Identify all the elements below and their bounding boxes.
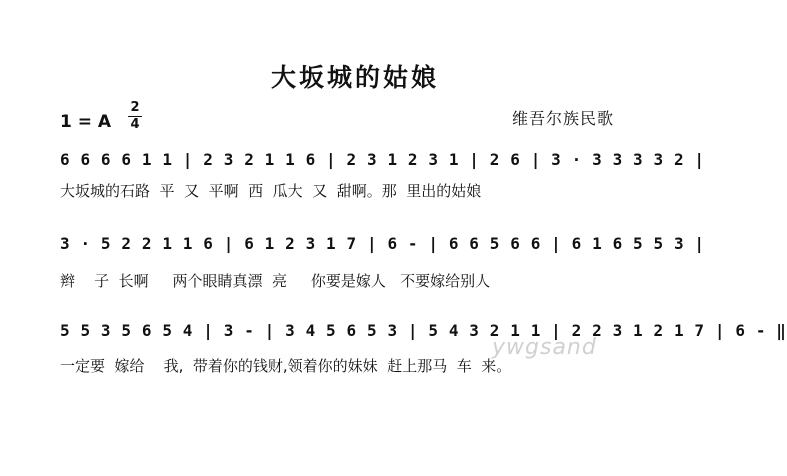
notation-line-3: 5 5 3 5 6 5 4 | 3 - | 3 4 5 6 5 3 | 5 4 3 2 1 1 | 2 2 3 1 2 1 7 | 6 - ‖ [60,321,787,340]
lyrics-line-2: 辫 子 长啊 两个眼睛真漂 亮 你要是嫁人 不要嫁给别人 [60,272,491,290]
lyrics-line-1: 大坂城的石路 平 又 平啊 西 瓜大 又 甜啊。那 里出的姑娘 [60,182,482,200]
time-signature-top: 2 [130,100,140,115]
key-signature: 1 = A [60,112,112,132]
lyrics-line-3: 一定要 嫁给 我, 带着你的钱财,领着你的妹妹 赶上那马 车 来。 [60,357,512,375]
song-attribution: 维吾尔族民歌 [511,109,614,128]
time-signature [128,101,142,132]
song-title: 大坂城的姑娘 [270,63,439,92]
notation-line-1: 6 6 6 6 1 1 | 2 3 2 1 1 6 | 2 3 1 2 3 1 | 2 6 | 3 · 3 3 3 3 2 | [60,150,705,169]
time-signature-bottom: 4 [130,117,140,132]
notation-line-2: 3 · 5 2 2 1 1 6 | 6 1 2 3 1 7 | 6 - | 6 6 5 6 6 | 6 1 6 5 5 3 | [60,234,705,253]
watermark: ywgsand [492,335,597,360]
